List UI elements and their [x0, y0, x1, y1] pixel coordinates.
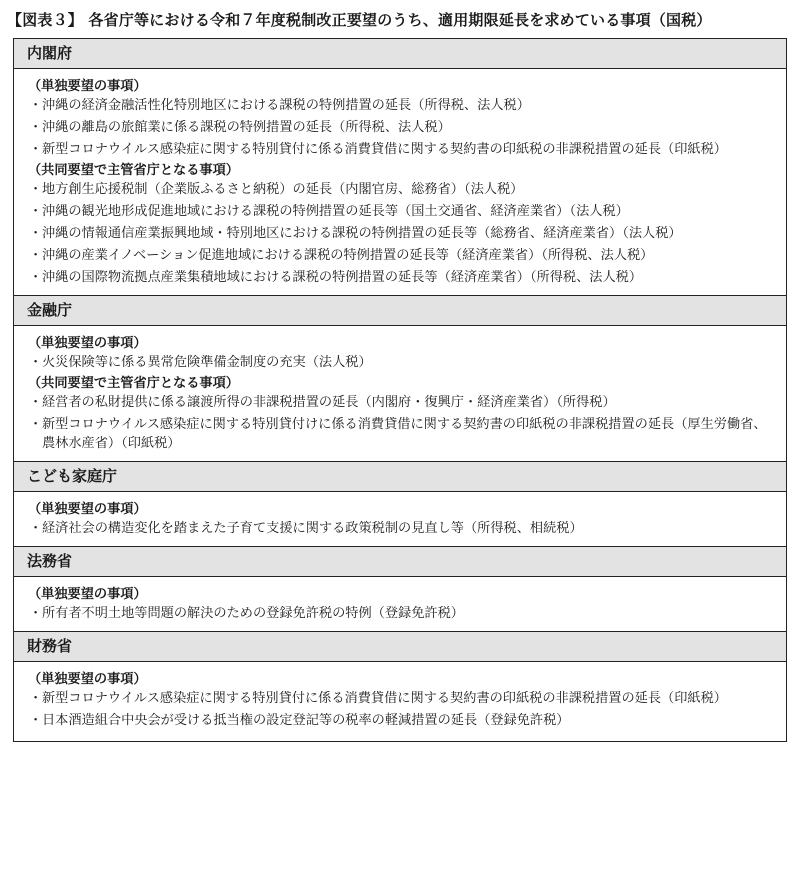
ministry-section — [14, 462, 786, 547]
bullet-icon: ・ — [29, 521, 43, 536]
list-item — [28, 604, 776, 623]
item-text: 経営者の私財提供に係る譲渡所得の非課税措置の延長（内閣府・復興庁・経済産業省）（所得税） — [42, 395, 616, 410]
ministry-body — [14, 492, 786, 547]
group-heading: （単独要望の事項） — [28, 587, 147, 602]
item-text: 地方創生応援税制（企業版ふるさと納税）の延長（内閣官房、総務省）（法人税） — [42, 182, 524, 197]
bullet-icon: ・ — [29, 182, 43, 197]
item-list — [28, 353, 776, 372]
item-list — [28, 393, 776, 453]
ministry-name: こども家庭庁 — [14, 462, 786, 492]
ministry-section — [14, 632, 786, 741]
item-text: 日本酒造組合中央会が受ける抵当権の設定登記等の税率の軽減措置の延長（登録免許税） — [42, 713, 570, 728]
list-item — [28, 118, 776, 137]
ministry-name: 財務省 — [14, 632, 786, 662]
item-text: 火災保険等に係る異常危険準備金制度の充実（法人税） — [42, 355, 372, 370]
list-item — [28, 519, 776, 538]
group-heading: （単独要望の事項） — [28, 79, 147, 94]
item-text: 所有者不明土地等問題の解決のための登録免許税の特例（登録免許税） — [42, 606, 464, 621]
list-item — [28, 140, 776, 159]
list-item — [28, 353, 776, 372]
bullet-icon: ・ — [29, 395, 43, 410]
bullet-icon: ・ — [29, 270, 43, 285]
bullet-icon: ・ — [29, 98, 43, 113]
item-text: 経済社会の構造変化を踏まえた子育て支援に関する政策税制の見直し等（所得税、相続税） — [42, 521, 583, 536]
list-item — [28, 96, 776, 115]
bullet-icon: ・ — [29, 713, 43, 728]
item-text: 沖縄の離島の旅館業に係る課税の特例措置の延長（所得税、法人税） — [42, 120, 451, 135]
list-item — [28, 224, 776, 243]
group-heading: （単独要望の事項） — [28, 336, 147, 351]
item-list — [28, 96, 776, 159]
list-item — [28, 202, 776, 221]
ministry-name: 内閣府 — [14, 39, 786, 69]
group-heading: （単独要望の事項） — [28, 672, 147, 687]
ministry-section — [14, 296, 786, 462]
item-text: 沖縄の産業イノベーション促進地域における課税の特例措置の延長等（経済産業省）（所得税、法人税） — [42, 248, 654, 263]
list-item — [28, 689, 776, 708]
item-text: 新型コロナウイルス感染症に関する特別貸付に係る消費貸借に関する契約書の印紙税の非課税措置の延長（印紙税） — [42, 142, 727, 157]
item-text: 沖縄の情報通信産業振興地域・特別地区における課税の特例措置の延長等（総務省、経済産業省）（法人税） — [42, 226, 682, 241]
ministry-body — [14, 326, 786, 462]
figure-title: 【図表３】 各省庁等における令和７年度税制改正要望のうち、適用期限延長を求めている事項（国税） — [7, 11, 712, 29]
list-item — [28, 268, 776, 287]
item-text: 沖縄の国際物流拠点産業集積地域における課税の特例措置の延長等（経済産業省）（所得税、法人税） — [42, 270, 643, 285]
list-item — [28, 180, 776, 199]
item-text: 沖縄の経済金融活性化特別地区における課税の特例措置の延長（所得税、法人税） — [42, 98, 530, 113]
bullet-icon: ・ — [29, 606, 43, 621]
ministry-section — [14, 39, 786, 296]
ministry-name: 金融庁 — [14, 296, 786, 326]
bullet-icon: ・ — [29, 120, 43, 135]
item-text: 新型コロナウイルス感染症に関する特別貸付に係る消費貸借に関する契約書の印紙税の非課税措置の延長（印紙税） — [42, 691, 727, 706]
item-list — [28, 180, 776, 287]
item-list — [28, 519, 776, 538]
ministry-body — [14, 69, 786, 296]
group-heading: （共同要望で主管省庁となる事項） — [28, 163, 239, 178]
bullet-icon: ・ — [29, 691, 43, 706]
ministry-name: 法務省 — [14, 547, 786, 577]
ministry-body — [14, 662, 786, 741]
bullet-icon: ・ — [29, 248, 43, 263]
bullet-icon: ・ — [29, 142, 43, 157]
ministry-body — [14, 577, 786, 632]
group-heading: （単独要望の事項） — [28, 502, 147, 517]
bullet-icon: ・ — [29, 355, 43, 370]
ministry-section — [14, 547, 786, 632]
list-item — [28, 711, 776, 730]
list-item — [28, 415, 776, 453]
item-text: 沖縄の観光地形成促進地域における課税の特例措置の延長等（国土交通省、経済産業省）（法人税） — [42, 204, 629, 219]
bullet-icon: ・ — [29, 204, 43, 219]
bullet-icon: ・ — [29, 417, 43, 432]
bullet-icon: ・ — [29, 226, 43, 241]
list-item — [28, 393, 776, 412]
item-list — [28, 604, 776, 623]
list-item — [28, 246, 776, 265]
item-list — [28, 689, 776, 730]
item-text: 新型コロナウイルス感染症に関する特別貸付けに係る消費貸借に関する契約書の印紙税の非課税措置の延長（厚生労働省、農林水産省）（印紙税） — [42, 417, 767, 451]
group-heading: （共同要望で主管省庁となる事項） — [28, 376, 239, 391]
ministry-table — [13, 38, 787, 742]
